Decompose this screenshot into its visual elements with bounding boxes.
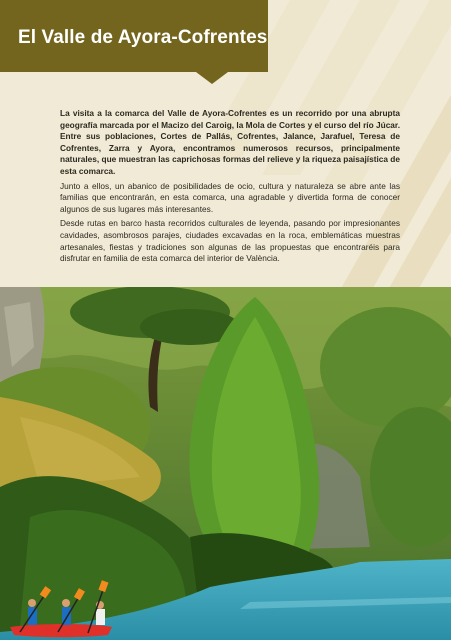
body-paragraph: Desde rutas en barco hasta recorridos culturales de leyenda, pasando por impresionantes cavidades, asombrosos parajes, ciudades excavadas en la roca, emblemáticas muestras artesanales, fiestas y tradiciones son algunas de las propuestas que encontraréis para disfrutar en familia de esta comarca del interior de València.	[60, 218, 400, 264]
landscape-photo	[0, 287, 451, 640]
article-body	[60, 108, 400, 268]
body-paragraph: Junto a ellos, un abanico de posibilidades de ocio, cultura y naturaleza se abre ante las familias que encontrarán, en esta comarca, una agradable y divertida forma de conocer algunos de sus lugares más interesantes.	[60, 180, 400, 214]
lead-paragraph: La visita a la comarca del Valle de Ayora-Cofrentes es un recorrido por una abrupta geografía marcada por el Macizo del Caroig, la Mola de Cortes y el curso del río Júcar. Entre sus poblaciones, Cortes de Pallás, Cofrentes, Jalance, Jarafuel, Teresa de Cofrentes, Zarra y Ayora, encontramos numerosos recursos, principalmente naturales, que muestran las caprichosas formas del relieve y la riqueza paisajística de esta comarca.	[60, 108, 400, 176]
photo-illustration	[0, 287, 451, 640]
page-title: El Valle de Ayora-Cofrentes	[18, 27, 268, 48]
